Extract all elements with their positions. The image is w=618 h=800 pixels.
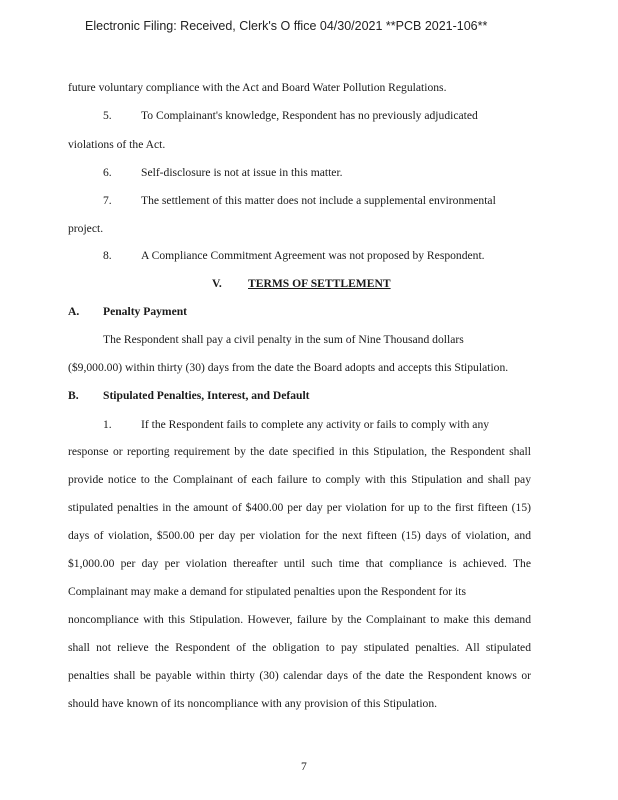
paragraph-line: The Respondent shall pay a civil penalty in the sum of Nine Thousand dollars (103, 333, 464, 346)
paragraph-line: should have known of its noncompliance with any provision of this Stipulation. (68, 697, 438, 710)
paragraph-line: response or reporting requirement by the date specified in this Stipulation, the Respondent shall (68, 445, 531, 458)
paragraph-line: Complainant may make a demand for stipulated penalties upon the Respondent for its (68, 585, 466, 598)
paragraph-line: If the Respondent fails to complete any activity or fails to comply with any (141, 418, 490, 431)
paragraph-line: noncompliance with this Stipulation. However, failure by the Complainant to make this demand (68, 613, 531, 626)
paragraph-number: 8. (103, 249, 112, 262)
subsection-letter: B. (68, 389, 79, 402)
paragraph-line: future voluntary compliance with the Act and Board Water Pollution Regulations. (68, 81, 447, 94)
paragraph-line: To Complainant's knowledge, Respondent has no previously adjudicated (141, 109, 478, 122)
paragraph-number: 5. (103, 109, 112, 122)
paragraph-line: days of violation, $500.00 per day per violation for the next fifteen (15) days of violation, and (68, 529, 531, 542)
paragraph-number: 1. (103, 418, 112, 431)
section-heading: TERMS OF SETTLEMENT (248, 277, 391, 290)
paragraph-line: A Compliance Commitment Agreement was not proposed by Respondent. (141, 249, 485, 262)
subsection-heading: Stipulated Penalties, Interest, and Default (103, 389, 310, 402)
electronic-filing-header: Electronic Filing: Received, Clerk's O ffice 04/30/2021 **PCB 2021-106** (85, 19, 488, 33)
page-number: 7 (301, 760, 307, 773)
paragraph-number: 7. (103, 194, 112, 207)
section-number: V. (212, 277, 222, 290)
subsection-heading: Penalty Payment (103, 305, 188, 318)
paragraph-number: 6. (103, 166, 112, 179)
paragraph-line: ($9,000.00) within thirty (30) days from the date the Board adopts and accepts this Stipulation. (68, 361, 509, 374)
paragraph-line: stipulated penalties in the amount of $400.00 per day per violation for up to the first fifteen (15) (68, 501, 531, 514)
paragraph-line: The settlement of this matter does not include a supplemental environmental (141, 194, 496, 207)
paragraph-line: Self-disclosure is not at issue in this matter. (141, 166, 343, 179)
paragraph-line: penalties shall be payable within thirty (30) calendar days of the date the Respondent knows or (68, 669, 531, 682)
paragraph-line: $1,000.00 per day per violation thereafter until such time that compliance is achieved. The (68, 557, 531, 570)
paragraph-line: shall not relieve the Respondent of the obligation to pay stipulated penalties. All stipulated (68, 641, 531, 654)
subsection-letter: A. (68, 305, 80, 318)
paragraph-line: violations of the Act. (68, 138, 166, 151)
paragraph-line: provide notice to the Complainant of each failure to comply with this Stipulation and shall pay (68, 473, 531, 486)
paragraph-line: project. (68, 222, 104, 235)
